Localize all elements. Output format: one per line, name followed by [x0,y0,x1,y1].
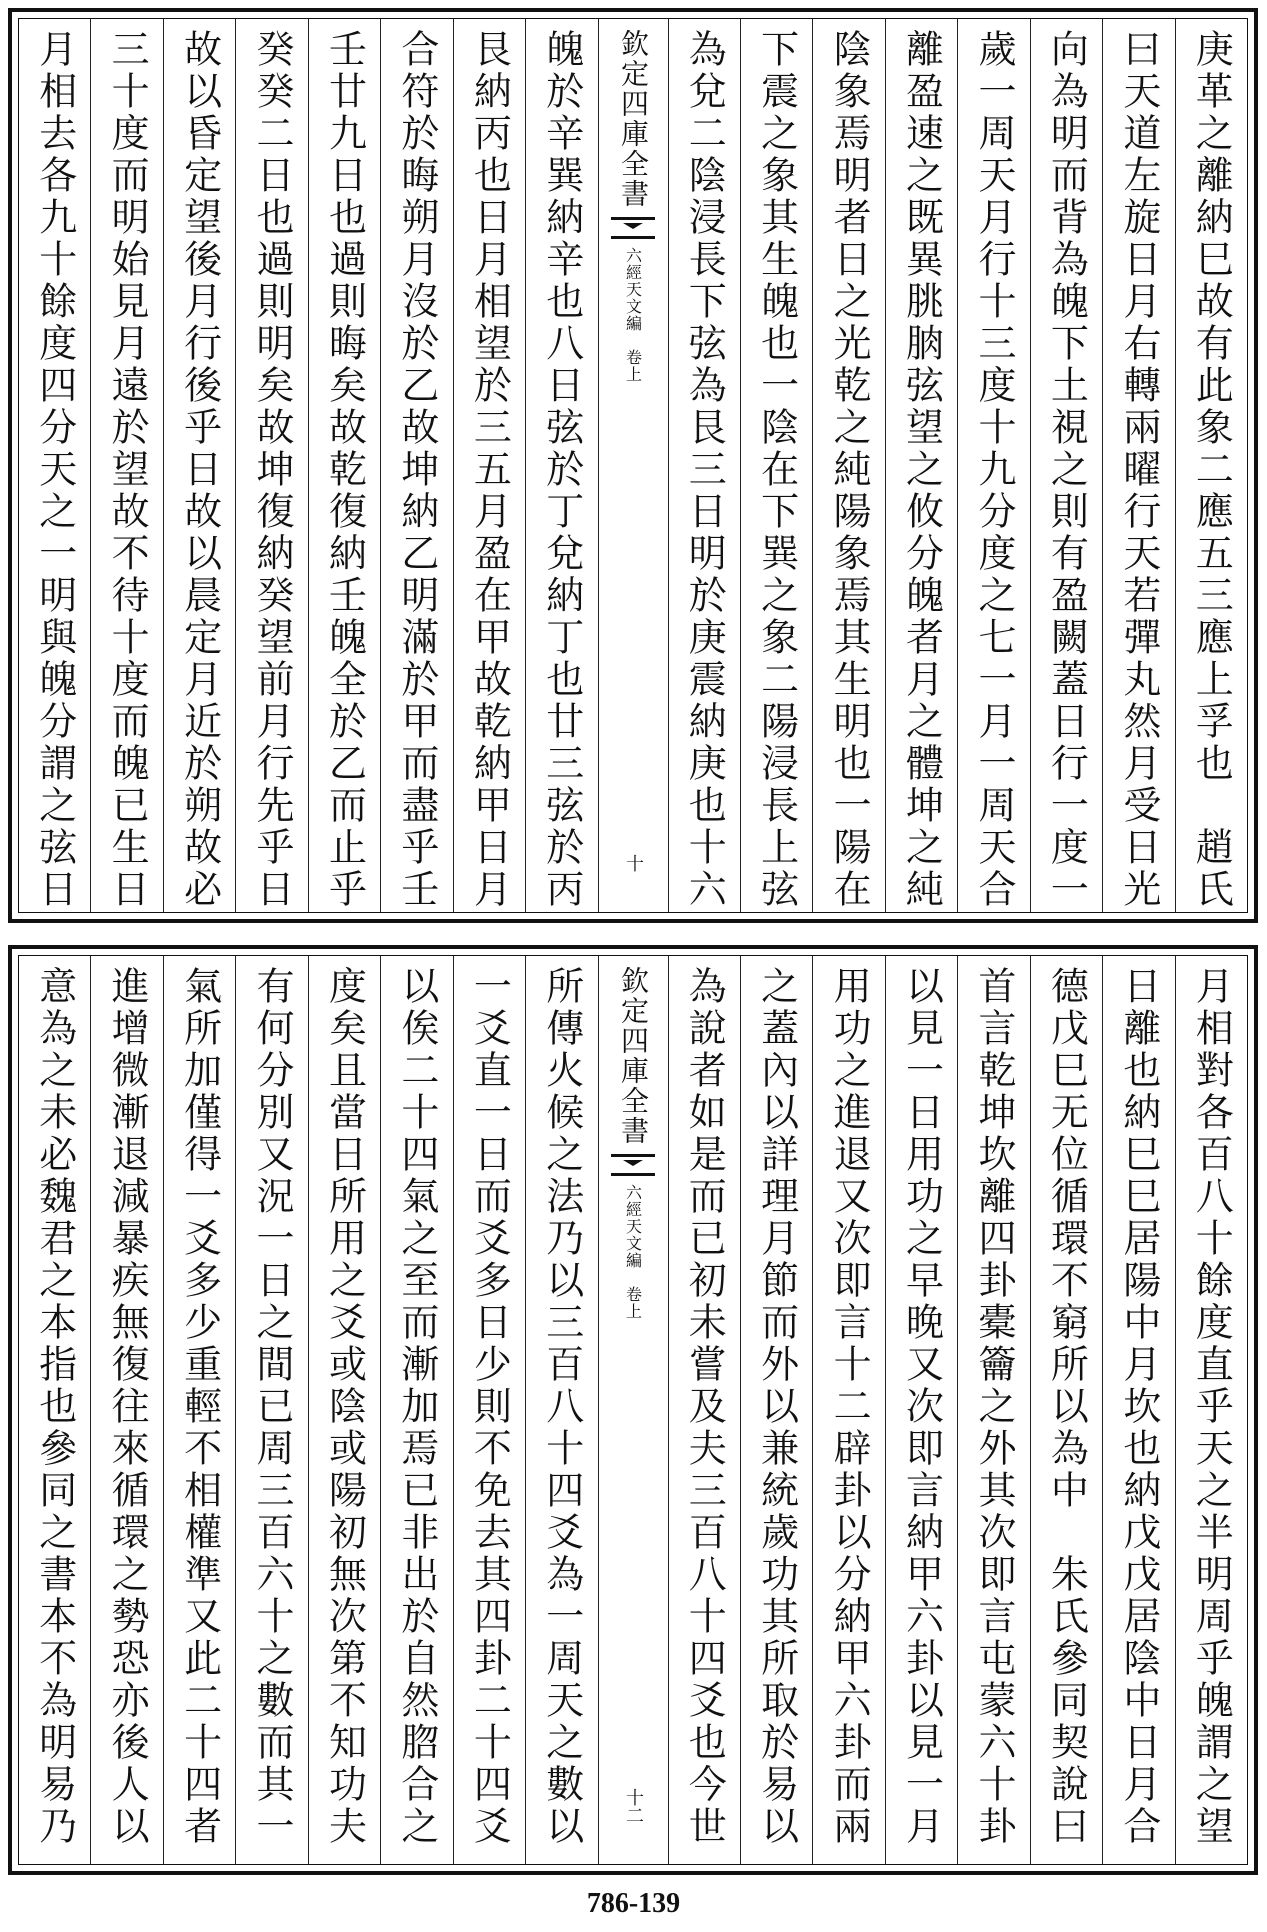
text-column [525,19,597,912]
column-text: 德戊巳无位循環不窮所以為中 朱氏參同契說曰 [1044,966,1089,1848]
spine-title: 欽定四庫全書 [617,29,650,209]
text-column [163,956,235,1864]
column-text: 月相去各九十餘度四分天之一明與魄分謂之弦日 [32,29,77,911]
column-text: 進增微漸退減暴疾無復往來循環之勢恐亦後人以 [105,966,150,1848]
text-column [812,19,884,912]
text-column [90,956,162,1864]
column-text: 癸癸二日也過則明矣故坤復納癸望前月行先乎日 [250,29,295,911]
bottom-page-frame [18,955,1248,1865]
column-text: 魄於辛巽納辛也八日弦於丁兌納丁也廿三弦於丙 [539,29,584,911]
text-column [1175,956,1247,1864]
text-column [308,956,380,1864]
spine-folio: 十二 [623,1788,644,1824]
text-column [668,956,740,1864]
column-text: 故以昏定望後月行後乎日故以晨定月近於朔故必 [177,29,222,911]
column-text: 有何分別又況一日之間已周三百六十之數而其一 [250,966,295,1848]
column-text: 用功之進退又次即言十二辟卦以分納甲六卦而兩 [827,966,872,1848]
text-column [885,956,957,1864]
spine-subtitle: 六經天文編 卷上 [623,247,643,383]
column-text: 庚革之離納巳故有此象二應五三應上孚也 趙氏 [1189,29,1234,911]
fish-tail-ornament [611,217,655,239]
column-text: 之蓋內以詳理月節而外以兼統歲功其所取於易以 [754,966,799,1848]
text-column [1030,19,1102,912]
text-column [163,19,235,912]
column-text: 度矣且當日所用之爻或陰或陽初無次第不知功夫 [322,966,367,1848]
text-column [885,19,957,912]
column-text: 首言乾坤坎離四卦橐籥之外其次即言屯蒙六十卦 [971,966,1016,1848]
text-column [957,19,1029,912]
column-text: 所傳火候之法乃以三百八十四爻為一周天之數以 [539,966,584,1848]
column-text: 離盈速之既異朓朒弦望之攸分魄者月之體坤之純 [899,29,944,911]
text-column [1175,19,1247,912]
column-text: 三十度而明始見月遠於望故不待十度而魄已生日 [105,29,150,911]
column-text: 日離也納巳巳居陽中月坎也納戊戊居陰中日月合 [1116,966,1161,1848]
column-text: 為說者如是而已初未嘗及夫三百八十四爻也今世 [682,966,727,1848]
text-column [740,956,812,1864]
fish-tail-ornament [611,1154,655,1176]
column-text: 曰天道左旋日月右轉兩曜行天若彈丸然月受日光 [1116,29,1161,911]
text-column [19,956,90,1864]
column-text: 一爻直一日而爻多日少則不免去其四卦二十四爻 [467,966,512,1848]
spine-title: 欽定四庫全書 [617,966,650,1146]
spine-folio: 十 [623,854,644,872]
text-column [957,956,1029,1864]
text-column [235,19,307,912]
text-column [668,19,740,912]
text-column [19,19,90,912]
column-text: 壬廿九日也過則晦矣故乾復納壬魄全於乙而止乎 [322,29,367,911]
column-text: 意為之未必魏君之本指也參同之書本不為明易乃 [32,966,77,1848]
column-text: 月相對各百八十餘度直乎天之半明周乎魄謂之望 [1189,966,1234,1848]
column-text: 向為明而背為魄下土視之則有盈闕蓋日行一度一 [1044,29,1089,911]
text-column [235,956,307,1864]
text-column [1102,956,1174,1864]
text-column [1030,956,1102,1864]
text-column [1102,19,1174,912]
text-column [740,19,812,912]
column-text: 陰象焉明者日之光乾之純陽象焉其生明也一陽在 [827,29,872,911]
page-number: 786-139 [586,1888,681,1919]
text-column [308,19,380,912]
text-column [380,956,452,1864]
column-text: 以見一日用功之早晚又次即言納甲六卦以見一月 [899,966,944,1848]
spine-subtitle: 六經天文編 卷上 [623,1184,643,1320]
column-text: 下震之象其生魄也一陰在下巽之象二陽浸長上弦 [754,29,799,911]
top-page [8,8,1258,923]
text-column [525,956,597,1864]
text-column [453,956,525,1864]
column-text: 氣所加僅得一爻多少重輕不相權準又此二十四者 [177,966,222,1848]
text-column [812,956,884,1864]
column-text: 為兌二陰浸長下弦為艮三日明於庚震納庚也十六 [682,29,727,911]
text-column [453,19,525,912]
center-spine [598,956,668,1864]
bottom-page [8,945,1258,1875]
column-text: 艮納丙也日月相望於三五月盈在甲故乾納甲日月 [467,29,512,911]
center-spine [598,19,668,912]
text-column [380,19,452,912]
column-text: 以俟二十四氣之至而漸加焉已非出於自然脗合之 [394,966,439,1848]
top-page-frame [18,18,1248,913]
column-text: 歲一周天月行十三度十九分度之七一月一周天合 [971,29,1016,911]
column-text: 合符於晦朔月沒於乙故坤納乙明滿於甲而盡乎壬 [394,29,439,911]
text-column [90,19,162,912]
